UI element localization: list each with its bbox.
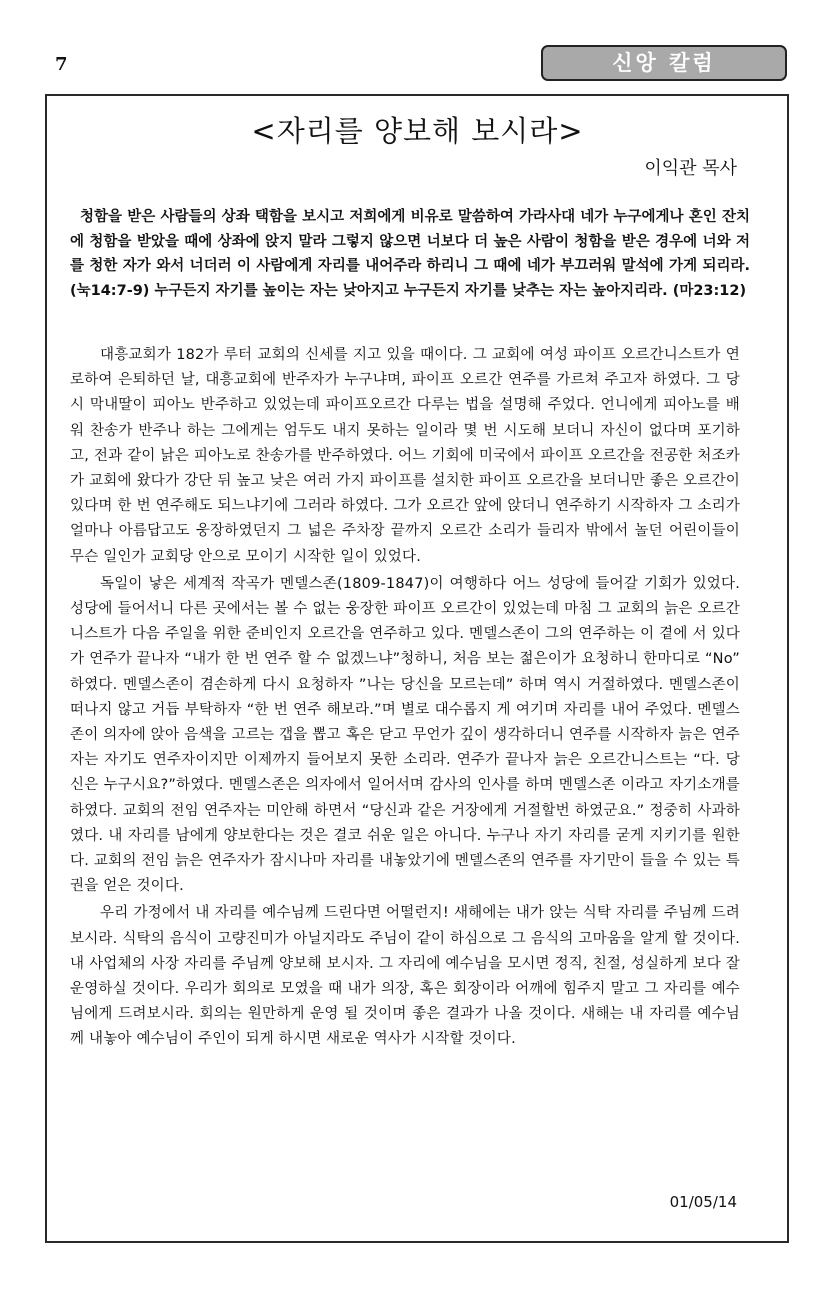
article-date: 01/05/14 xyxy=(669,1193,737,1211)
article-body xyxy=(70,343,740,1055)
body-paragraph: 대흥교회가 182가 루터 교회의 신세를 지고 있을 때이다. 그 교회에 여성 파이프 오르간니스트가 연로하여 은퇴하던 날, 대흥교회에 반주자가 누구냐며, 파이프 오르간 연주를 가르쳐 주고자 하였다. 그 당시 막내딸이 피아노 반주하고 있었는데 파이프오르간 다루는 법을 설명해 주었다. 언니에게 피아노를 배워 찬송가 반주나 하는 그에게는 엄두도 내지 못하는 일이라 몇 번 시도해 보더니 자신이 없다며 포기하고, 전과 같이 낡은 피아노로 찬송가를 반주하였다. 어느 기회에 미국에서 파이프 오르간을 전공한 처조카가 교회에 왔다가 강단 뒤 높고 낮은 여러 가지 파이프를 설치한 파이프 오르간을 보더니만 좋은 오르간이 있다며 한 번 연주해도 되느냐기에 그러라 하였다. 그가 오르간 앞에 앉더니 연주하기 시작하자 그 소리가 얼마나 아름답고도 웅장하였던지 그 넓은 주차장 끝까지 오르간 소리가 들리자 밖에서 놀던 어린이들이 무슨 일인가 교회당 안으로 모이기 시작한 일이 있었다. xyxy=(70,347,740,565)
body-paragraph: 독일이 낳은 세계적 작곡가 멘델스존(1809-1847)이 여행하다 어느 성당에 들어갈 기회가 있었다. 성당에 들어서니 다른 곳에서는 볼 수 없는 웅장한 파이프 오르간이 있었는데 마침 그 교회의 늙은 오르간니스트가 다음 주일을 위한 준비인지 오르간을 연주하고 있다. 멘델스존이 그의 연주하는 이 곁에 서 있다가 연주가 끝나자 “내가 한 번 연주 할 수 없겠느냐”청하니, 처음 보는 젊은이가 요청하니 한마디로 “No” 하였다. 멘델스존이 겸손하게 다시 요청하자 ”나는 당신을 모르는데” 하며 역시 거절하였다. 멘델스존이 떠나지 않고 거듭 부탁하자 “한 번 연주 해보라.”며 별로 대수롭지 게 여기며 자리를 내어 주었다. 멘델스존이 의자에 앉아 음색을 고르는 갭을 뽑고 혹은 닫고 무언가 깊이 생각하더니 연주를 시작하자 늙은 연주자는 자기도 연주자이지만 이제까지 들어보지 못한 소리라. 연주가 끝나자 늙은 오르간니스트는 “다. 당신은 누구시요?”하였다. 멘델스존은 의자에서 일어서며 감사의 인사를 하며 멘델스존 이라고 자기소개를 하였다. 교회의 전임 연주자는 미안해 하면서 “당신과 같은 거장에게 거절할번 하였군요.” 정중히 사과하였다. 내 자리를 남에게 양보한다는 것은 결코 쉬운 일은 아니다. 누구나 자기 자리를 굳게 지키기를 원한다. 교회의 전임 늙은 연주자가 잠시나마 자리를 내놓았기에 멘델스존의 연주를 자기만이 들을 수 있는 특권을 얻은 것이다. xyxy=(70,575,740,895)
section-tab: 신앙 칼럼 xyxy=(541,45,787,81)
body-paragraph: 우리 가정에서 내 자리를 예수님께 드린다면 어떨런지! 새해에는 내가 앉는 식탁 자리를 주님께 드려 보시라. 식탁의 음식이 고량진미가 아닐지라도 주님이 같이 하심으로 그 음식의 고마움을 알게 할 것이다. 내 사업체의 사장 자리를 주님께 양보해 보시자. 그 자리에 예수님을 모시면 정직, 친절, 성실하게 보다 잘 운영하실 것이다. 우리가 회의로 모였을 때 내가 의장, 혹은 회장이라 어깨에 힘주지 말고 그 자리를 예수님에게 드려보시라. 회의는 원만하게 운영 될 것이며 좋은 결과가 나올 것이다. 새해는 내 자리를 예수님께 내놓아 예수님이 주인이 되게 하시면 새로운 역사가 시작할 것이다. xyxy=(70,905,740,1048)
scripture-passage: 청함을 받은 사람들의 상좌 택함을 보시고 저희에게 비유로 말씀하여 가라사대 네가 누구에게나 혼인 잔치에 청함을 받았을 때에 상좌에 앉지 말라 그렇지 않으면 너보다 더 높은 사람이 청함을 받은 경우에 너와 저를 청한 자가 와서 너더러 이 사람에게 자리를 내어주라 하리니 그 때에 네가 부끄러워 말석에 가게 되리라. (눅14:7-9) 누구든지 자기를 높이는 자는 낮아지고 누구든지 자기를 낮추는 자는 높아지리라. (마23:12) xyxy=(70,209,750,299)
article-title: <자리를 양보해 보시라> xyxy=(251,114,584,148)
article-author: 이익관 목사 xyxy=(644,158,737,179)
page-number: 7 xyxy=(55,54,68,75)
